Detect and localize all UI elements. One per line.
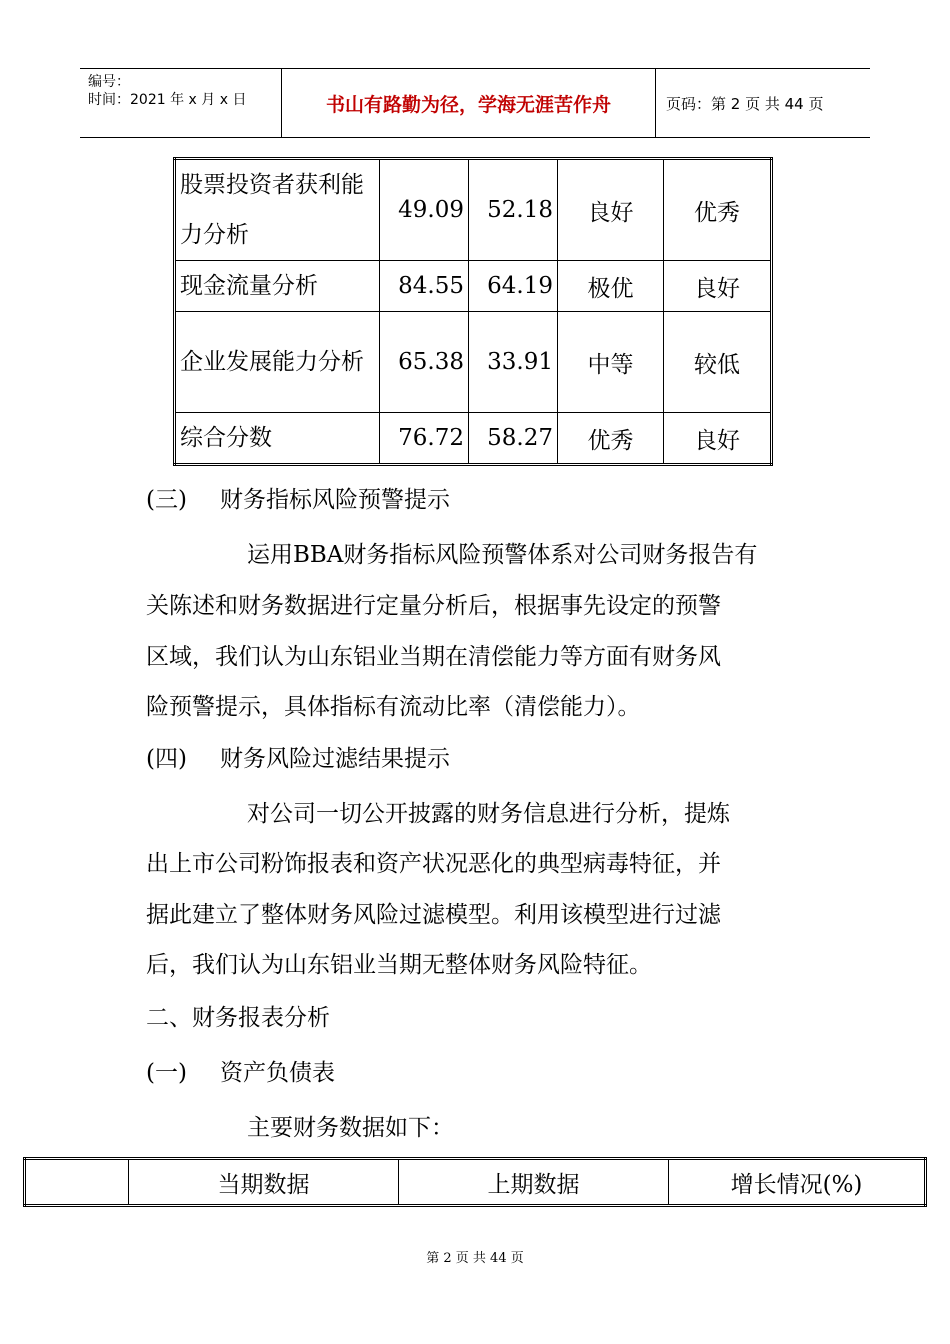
row-name: 现金流量分析 xyxy=(175,261,380,312)
row-name: 企业发展能力分析 xyxy=(175,312,380,413)
financial-data-table xyxy=(23,1157,927,1207)
paragraph-line: 后，我们认为山东铝业当期无整体财务风险特征。 xyxy=(146,952,652,978)
row-value-previous: 64.19 xyxy=(469,261,558,312)
row-grade-current: 中等 xyxy=(558,312,664,413)
table-row xyxy=(175,159,772,261)
header-page-info: 页码：第 2 页 共 44 页 xyxy=(666,94,824,113)
paragraph-line: 对公司一切公开披露的财务信息进行分析，提炼 xyxy=(247,801,730,827)
header-meta xyxy=(80,69,282,137)
row-name: 综合分数 xyxy=(175,413,380,465)
row-grade-current: 极优 xyxy=(558,261,664,312)
part-heading: 二、财务报表分析 xyxy=(146,1005,330,1031)
paragraph-line: 出上市公司粉饰报表和资产状况恶化的典型病毒特征，并 xyxy=(146,851,721,877)
section-heading-3 xyxy=(146,487,450,513)
header-cell-current: 当期数据 xyxy=(129,1159,399,1206)
row-name: 股票投资者获利能力分析 xyxy=(175,159,380,261)
date-label: 时间：2021 年 x 月 x 日 xyxy=(88,92,247,108)
header-motto: 书山有路勤为径，学海无涯苦作舟 xyxy=(282,69,656,137)
row-grade-previous: 良好 xyxy=(664,261,772,312)
section-heading-4 xyxy=(146,746,450,772)
row-value-previous: 33.91 xyxy=(469,312,558,413)
section-number: (四) xyxy=(146,746,187,772)
score-table xyxy=(173,157,773,466)
paragraph-line: 关陈述和财务数据进行定量分析后，根据事先设定的预警 xyxy=(146,593,721,619)
row-grade-current: 优秀 xyxy=(558,413,664,465)
paragraph-line: 据此建立了整体财务风险过滤模型。利用该模型进行过滤 xyxy=(146,902,721,928)
table-header-row xyxy=(25,1159,926,1206)
row-value-previous: 52.18 xyxy=(469,159,558,261)
section-number: (三) xyxy=(146,487,187,513)
section-title: 财务指标风险预警提示 xyxy=(220,487,450,513)
row-value-current: 49.09 xyxy=(380,159,469,261)
intro-text: 主要财务数据如下： xyxy=(247,1115,454,1141)
header-cell-growth: 增长情况(%) xyxy=(669,1159,926,1206)
page-header xyxy=(80,68,870,138)
header-cell-previous: 上期数据 xyxy=(399,1159,669,1206)
row-value-current: 84.55 xyxy=(380,261,469,312)
row-value-previous: 58.27 xyxy=(469,413,558,465)
code-label: 编号： xyxy=(88,74,130,90)
subsection-heading xyxy=(146,1060,335,1086)
paragraph-line: 区域，我们认为山东铝业当期在清偿能力等方面有财务风 xyxy=(146,644,721,670)
paragraph-line: 运用BBA财务指标风险预警体系对公司财务报告有 xyxy=(247,542,758,568)
section-number: (一) xyxy=(146,1060,187,1086)
page-footer: 第 2 页 共 44 页 xyxy=(426,1251,524,1266)
row-grade-previous: 较低 xyxy=(664,312,772,413)
row-grade-previous: 良好 xyxy=(664,413,772,465)
row-grade-previous: 优秀 xyxy=(664,159,772,261)
section-title: 财务风险过滤结果提示 xyxy=(220,746,450,772)
table-row xyxy=(175,312,772,413)
section-title: 资产负债表 xyxy=(220,1060,335,1086)
row-value-current: 65.38 xyxy=(380,312,469,413)
table-row xyxy=(175,261,772,312)
header-cell-empty xyxy=(25,1159,129,1206)
row-grade-current: 良好 xyxy=(558,159,664,261)
paragraph-line: 险预警提示，具体指标有流动比率（清偿能力）。 xyxy=(146,694,641,720)
row-value-current: 76.72 xyxy=(380,413,469,465)
table-row xyxy=(175,413,772,465)
